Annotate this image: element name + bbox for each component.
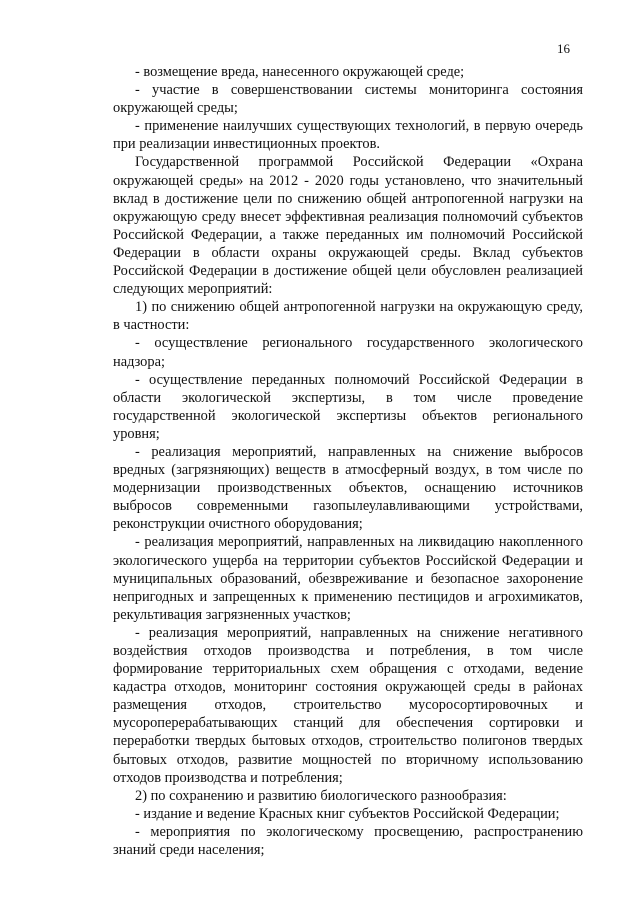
list-item-eco-education: - мероприятия по экологическому просвещению, распространению знаний среди населения; [113,823,583,859]
list-item-best-technologies: - применение наилучших существующих технологий, в первую очередь при реализации инвестиционных проектов. [113,118,583,153]
document-body [113,63,583,859]
list-heading-load-reduction: 1) по снижению общей антропогенной нагрузки на окружающую среду, в частности: [113,299,583,334]
list-item-waste-management: - реализация мероприятий, направленных на снижение негативного воздействия отходов производства и потребления, в том числе формирование территориальных схем обращения с отходами, ведение кадастра отходов, мониторинг состояния окружающей среды в районах размещения отходов, строительство мусоросортировочных и мусороперерабатывающих станций для обеспечения сортировки и переработки твердых бытовых отходов, строительство полигонов твердых бытовых отходов, развитие мощностей по вторичному использованию отходов производства и потребления; [113,624,583,786]
list-item-red-books: - издание и ведение Красных книг субъектов Российской Федерации; [135,805,560,822]
list-item-compensation: - возмещение вреда, нанесенного окружающей среде; [135,64,465,80]
paragraph-state-program: Государственной программой Российской Федерации «Охрана окружающей среды» на 2012 - 2020 годы установлено, что значительный вклад в достижение цели по снижению общей антропогенной нагрузки на окружающую среду внесет эффективная реализация полномочий субъектов Российской Федерации, а также переданных им полномочий Российской Федерации в области охраны окружающей среды. Вклад субъектов Российской Федерации в достижение общей цели обусловлен реализацией следующих мероприятий: [113,154,583,298]
list-item-monitoring: - участие в совершенствовании системы мониторинга состояния окружающей среды; [113,82,583,117]
list-heading-biodiversity: 2) по сохранению и развитию биологического разнообразия: [135,787,507,804]
page-number: 16 [557,41,570,56]
list-item-regional-supervision: - осуществление регионального государственного экологического надзора; [113,335,583,370]
list-item-accumulated-damage: - реализация мероприятий, направленных на ликвидацию накопленного экологического ущерба на территории субъектов Российской Федерации и муниципальных образований, обезвреживание и безопасное захоронение непригодных и запрещенных к применению пестицидов и агрохимикатов, рекультивация загрязненных участков; [113,534,583,623]
list-item-air-emissions: - реализация мероприятий, направленных на снижение выбросов вредных (загрязняющих) веществ в атмосферный воздух, в том числе по модернизации производственных объектов, оснащению источников выбросов современными газопылеулавливающими устройствами, реконструкции очистного оборудования; [113,443,583,533]
list-item-ecological-expertise: - осуществление переданных полномочий Российской Федерации в области экологической экспертизы, в том числе проведение государственной экологической экспертизы объектов регионального уровня; [113,371,583,442]
